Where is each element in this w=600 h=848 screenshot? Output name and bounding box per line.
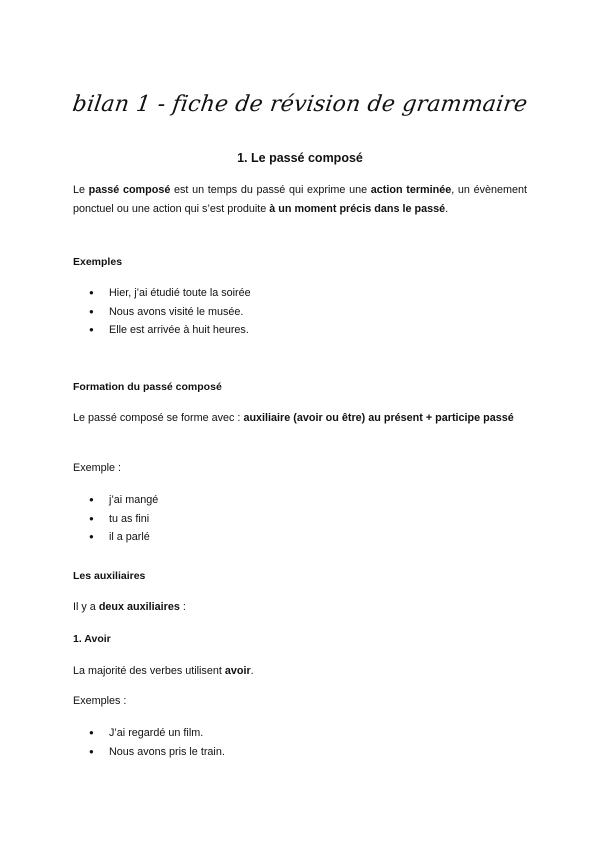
list-item: ● J’ai regardé un film. bbox=[73, 724, 225, 743]
examples-list bbox=[73, 284, 251, 340]
list-item: ● il a parlé bbox=[73, 528, 158, 547]
intro-bold-3: à un moment précis dans le passé bbox=[269, 203, 446, 215]
auxiliaires-text-2: : bbox=[179, 601, 186, 613]
formation-example-label: Exemple : bbox=[73, 462, 122, 474]
section-heading-passe-compose: 1. Le passé composé bbox=[237, 151, 363, 165]
formation-text-1: Le passé composé se forme avec : bbox=[73, 412, 244, 424]
examples-label: Exemples bbox=[73, 256, 123, 268]
avoir-text-2: . bbox=[250, 665, 254, 677]
list-item: ● tu as fini bbox=[73, 510, 158, 529]
avoir-bold-1: avoir bbox=[224, 665, 251, 677]
list-item: ● j’ai mangé bbox=[73, 491, 158, 510]
auxiliaires-bold-1: deux auxiliaires bbox=[98, 601, 180, 613]
list-item: ● Nous avons visité le musée. bbox=[73, 303, 251, 322]
intro-bold-1: passé composé bbox=[88, 184, 171, 196]
auxiliaires-paragraph bbox=[73, 598, 527, 617]
document-title: bilan 1 - fiche de révision de grammaire bbox=[70, 92, 530, 117]
formation-heading: Formation du passé composé bbox=[73, 381, 222, 393]
list-item: ● Hier, j’ai étudié toute la soirée bbox=[73, 284, 251, 303]
list-item: ● Nous avons pris le train. bbox=[73, 743, 225, 762]
intro-text-1: Le bbox=[73, 184, 89, 196]
intro-text-3: , un évènement ponctuel ou une action qui s’est produite bbox=[73, 184, 527, 215]
auxiliaires-heading: Les auxiliaires bbox=[73, 570, 146, 582]
intro-paragraph bbox=[73, 181, 527, 219]
avoir-examples-label: Exemples : bbox=[73, 695, 127, 707]
avoir-paragraph bbox=[73, 662, 527, 681]
auxiliaires-text-1: Il y a bbox=[73, 601, 99, 613]
formation-paragraph bbox=[73, 409, 527, 428]
avoir-text-1: La majorité des verbes utilisent bbox=[73, 665, 225, 677]
intro-text-2: est un temps du passé qui exprime une bbox=[170, 184, 371, 196]
formation-bold-1: auxiliaire (avoir ou être) au présent + participe passé bbox=[243, 412, 514, 424]
intro-bold-2: action terminée bbox=[370, 184, 452, 196]
list-item: ● Elle est arrivée à huit heures. bbox=[73, 321, 251, 340]
avoir-heading: 1. Avoir bbox=[73, 633, 111, 645]
formation-examples-list bbox=[73, 491, 158, 547]
avoir-examples-list bbox=[73, 724, 225, 761]
intro-text-4: . bbox=[445, 203, 449, 215]
